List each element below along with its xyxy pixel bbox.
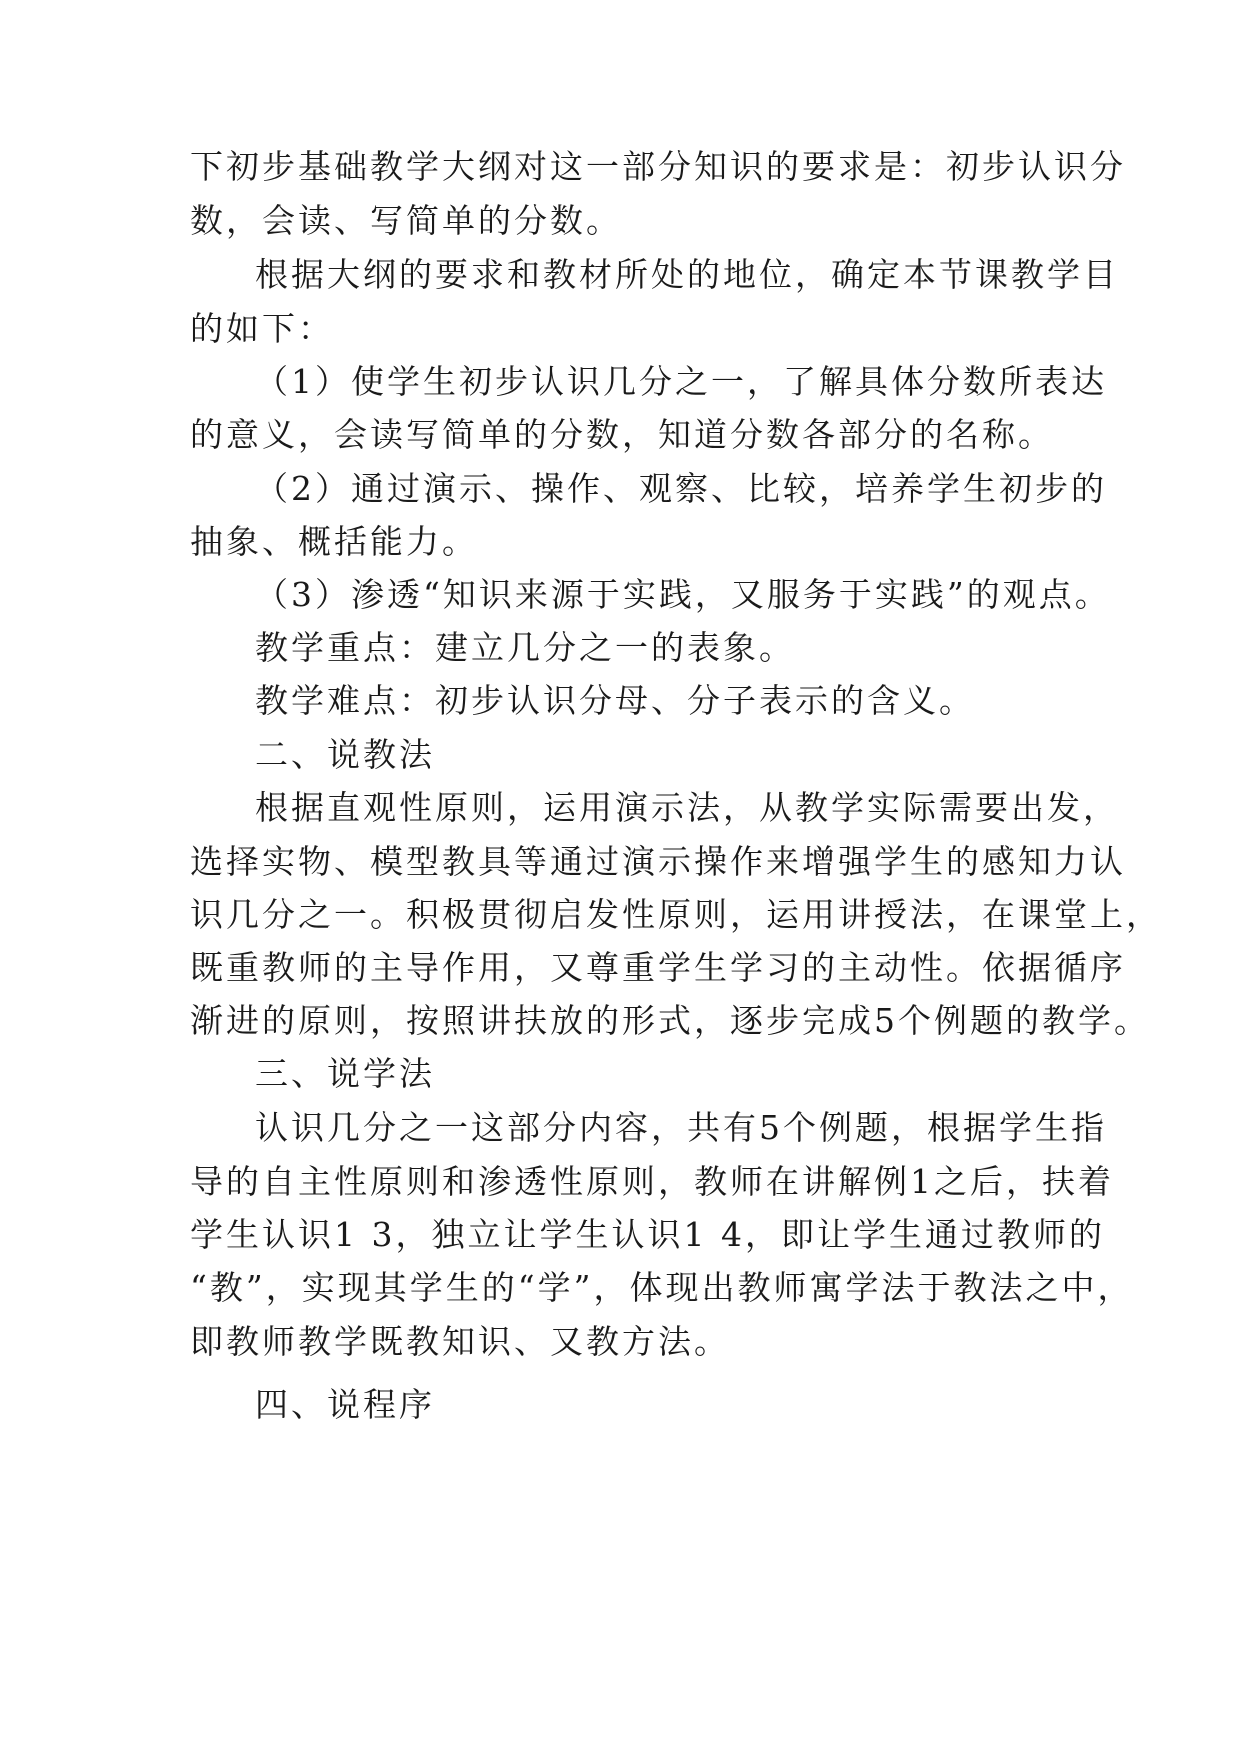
paragraph-line: 即教师教学既教知识、又教方法。 <box>190 1322 730 1361</box>
paragraph-line: 的意义，会读写简单的分数，知道分数各部分的名称。 <box>190 415 1054 454</box>
paragraph-line: 选择实物、模型教具等通过演示操作来增强学生的感知力认 <box>190 842 1126 881</box>
section-heading: 二、说教法 <box>255 735 435 774</box>
paragraph-line: 抽象、概括能力。 <box>190 522 478 561</box>
paragraph-line: 渐进的原则，按照讲扶放的形式，逐步完成5个例题的教学。 <box>190 1001 1150 1040</box>
paragraph-line: 根据直观性原则，运用演示法，从教学实际需要出发， <box>255 788 1119 827</box>
paragraph-line: 既重教师的主导作用，又尊重学生学习的主动性。依据循序 <box>190 948 1126 987</box>
paragraph-line: 学生认识1 3，独立让学生认识1 4，即让学生通过教师的 <box>190 1215 1105 1254</box>
section-heading: 四、说程序 <box>255 1385 435 1424</box>
paragraph-line: 根据大纲的要求和教材所处的地位，确定本节课教学目 <box>255 255 1119 294</box>
key-point: 教学重点：建立几分之一的表象。 <box>255 628 795 667</box>
objective-item: （2）通过演示、操作、观察、比较，培养学生初步的 <box>255 469 1107 508</box>
paragraph-line: 的如下： <box>190 309 334 348</box>
objective-item: （1）使学生初步认识几分之一，了解具体分数所表达 <box>255 362 1107 401</box>
paragraph-line: 下初步基础教学大纲对这一部分知识的要求是：初步认识分 <box>190 147 1126 186</box>
section-heading: 三、说学法 <box>255 1054 435 1093</box>
difficult-point: 教学难点：初步认识分母、分子表示的含义。 <box>255 681 975 720</box>
paragraph-line: 数，会读、写简单的分数。 <box>190 201 622 240</box>
paragraph-line: 识几分之一。积极贯彻启发性原则，运用讲授法，在课堂上， <box>190 895 1162 934</box>
objective-item: （3）渗透“知识来源于实践，又服务于实践”的观点。 <box>255 575 1111 614</box>
paragraph-line: 认识几分之一这部分内容，共有5个例题，根据学生指 <box>255 1108 1107 1147</box>
paragraph-line: “教”，实现其学生的“学”，体现出教师寓学法于教法之中， <box>190 1268 1134 1307</box>
paragraph-line: 导的自主性原则和渗透性原则，教师在讲解例1之后，扶着 <box>190 1162 1114 1201</box>
